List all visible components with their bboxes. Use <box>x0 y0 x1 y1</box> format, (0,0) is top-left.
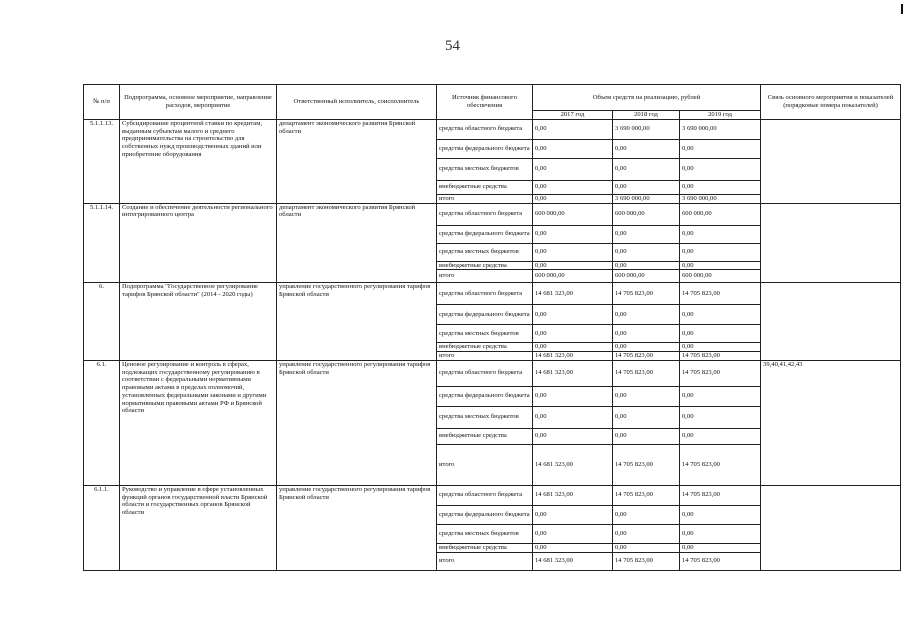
header-year-2018: 2018 год <box>613 111 680 120</box>
funding-source: средства федерального бюджета <box>437 225 533 243</box>
funding-source: средства федерального бюджета <box>437 386 533 406</box>
header-volume: Объем средств на реализацию, рублей <box>533 85 761 111</box>
amount-2017: 0,00 <box>533 524 613 543</box>
amount-2019: 0,00 <box>680 243 761 261</box>
amount-2019: 600 000,00 <box>680 270 761 283</box>
header-link: Связь основного мероприятия и показателей (порядковые номера показателей) <box>761 85 901 120</box>
amount-2019: 3 690 000,00 <box>680 119 761 139</box>
page-number: 54 <box>445 38 460 54</box>
funding-source: средства федерального бюджета <box>437 505 533 524</box>
amount-2019: 0,00 <box>680 139 761 158</box>
amount-2017: 14 681 323,00 <box>533 552 613 570</box>
amount-2017: 0,00 <box>533 261 613 270</box>
amount-2018: 600 000,00 <box>613 203 680 225</box>
funding-source: внебюджетные средства <box>437 543 533 552</box>
amount-2019: 0,00 <box>680 428 761 444</box>
amount-2017: 0,00 <box>533 243 613 261</box>
amount-2018: 0,00 <box>613 139 680 158</box>
indicator-link <box>761 119 901 203</box>
funding-source: средства областного бюджета <box>437 119 533 139</box>
amount-2018: 0,00 <box>613 180 680 194</box>
executor-name: управление государственного регулирования тарифов Брянской области <box>277 485 437 570</box>
amount-2017: 0,00 <box>533 305 613 325</box>
amount-2019: 14 705 823,00 <box>680 552 761 570</box>
amount-2019: 3 690 000,00 <box>680 194 761 203</box>
amount-2019: 0,00 <box>680 543 761 552</box>
amount-2018: 14 705 823,00 <box>613 444 680 485</box>
amount-2017: 14 681 323,00 <box>533 352 613 361</box>
table-row <box>84 485 901 505</box>
funding-source: средства федерального бюджета <box>437 305 533 325</box>
funding-source: средства областного бюджета <box>437 203 533 225</box>
program-table <box>83 84 901 571</box>
amount-2017: 0,00 <box>533 406 613 428</box>
amount-2017: 0,00 <box>533 194 613 203</box>
program-name: Субсидирование процентной ставки по кредитам, выданным субъектам малого и среднего предпринимательства на строительство для собственных нужд производственных зданий или приобретение оборудования <box>120 119 277 203</box>
amount-2019: 0,00 <box>680 225 761 243</box>
program-name: Подпрограмма "Государственное регулирование тарифов Брянской области" (2014 - 2020 годы) <box>120 283 277 361</box>
amount-2018: 0,00 <box>613 158 680 180</box>
amount-2018: 14 705 823,00 <box>613 552 680 570</box>
amount-2017: 0,00 <box>533 428 613 444</box>
amount-2017: 0,00 <box>533 505 613 524</box>
amount-2019: 0,00 <box>680 158 761 180</box>
table-row <box>84 283 901 305</box>
amount-2018: 0,00 <box>613 428 680 444</box>
funding-source: средства местных бюджетов <box>437 243 533 261</box>
header-year-2019: 2019 год <box>680 111 761 120</box>
amount-2019: 14 705 823,00 <box>680 444 761 485</box>
funding-source: итого <box>437 444 533 485</box>
amount-2017: 0,00 <box>533 119 613 139</box>
table-row <box>84 203 901 225</box>
program-name: Создание и обеспечение деятельности регионального интегрированного центра <box>120 203 277 283</box>
amount-2017: 0,00 <box>533 325 613 343</box>
amount-2018: 0,00 <box>613 524 680 543</box>
indicator-link <box>761 283 901 361</box>
header-source: Источник финансового обеспечения <box>437 85 533 120</box>
funding-source: средства местных бюджетов <box>437 524 533 543</box>
row-number: 6. <box>84 283 120 361</box>
funding-source: средства местных бюджетов <box>437 158 533 180</box>
amount-2018: 14 705 823,00 <box>613 283 680 305</box>
executor-name: департамент экономического развития Брянской области <box>277 203 437 283</box>
amount-2019: 0,00 <box>680 386 761 406</box>
amount-2017: 0,00 <box>533 158 613 180</box>
amount-2019: 14 705 823,00 <box>680 283 761 305</box>
amount-2018: 0,00 <box>613 386 680 406</box>
amount-2017: 14 681 323,00 <box>533 485 613 505</box>
amount-2017: 0,00 <box>533 139 613 158</box>
amount-2019: 0,00 <box>680 524 761 543</box>
header-num: № п/п <box>84 85 120 120</box>
funding-source: средства местных бюджетов <box>437 406 533 428</box>
row-number: 6.1. <box>84 360 120 485</box>
executor-name: управление государственного регулирования тарифов Брянской области <box>277 360 437 485</box>
row-number: 5.1.1.14. <box>84 203 120 283</box>
corner-mark <box>901 4 903 14</box>
amount-2018: 0,00 <box>613 261 680 270</box>
amount-2019: 14 705 823,00 <box>680 360 761 386</box>
funding-source: средства федерального бюджета <box>437 139 533 158</box>
amount-2017: 14 681 323,00 <box>533 360 613 386</box>
funding-source: внебюджетные средства <box>437 261 533 270</box>
amount-2018: 14 705 823,00 <box>613 352 680 361</box>
row-number: 5.1.1.13. <box>84 119 120 203</box>
table-body <box>84 119 901 570</box>
funding-source: средства областного бюджета <box>437 283 533 305</box>
header-program: Подпрограмма, основное мероприятие, направление расходов, мероприятие <box>120 85 277 120</box>
amount-2019: 0,00 <box>680 343 761 352</box>
executor-name: департамент экономического развития Брянской области <box>277 119 437 203</box>
indicator-link <box>761 485 901 570</box>
indicator-link: 39,40,41,42,43 <box>761 360 901 485</box>
amount-2017: 14 681 323,00 <box>533 283 613 305</box>
header-executor: Ответственный исполнитель, соисполнитель <box>277 85 437 120</box>
amount-2017: 0,00 <box>533 225 613 243</box>
amount-2017: 14 681 323,00 <box>533 444 613 485</box>
row-number: 6.1.1. <box>84 485 120 570</box>
amount-2019: 0,00 <box>680 180 761 194</box>
funding-source: внебюджетные средства <box>437 428 533 444</box>
funding-source: внебюджетные средства <box>437 180 533 194</box>
amount-2017: 0,00 <box>533 543 613 552</box>
amount-2018: 0,00 <box>613 225 680 243</box>
amount-2018: 0,00 <box>613 543 680 552</box>
amount-2018: 3 690 000,00 <box>613 119 680 139</box>
amount-2019: 0,00 <box>680 406 761 428</box>
funding-source: итого <box>437 552 533 570</box>
amount-2018: 0,00 <box>613 343 680 352</box>
funding-source: итого <box>437 352 533 361</box>
amount-2017: 0,00 <box>533 180 613 194</box>
amount-2017: 600 000,00 <box>533 270 613 283</box>
program-name: Руководство и управление в сфере установленных функций органов государственной власти Брянской области и государственных органов Брянской области <box>120 485 277 570</box>
program-name: Ценовое регулирование и контроль в сферах, подлежащих государственному регулированию в соответствии с федеральными нормативными правовыми актами в пределах полномочий, установленных федеральными законами и другими нормативными правовыми актами РФ и Брянской области <box>120 360 277 485</box>
amount-2019: 0,00 <box>680 505 761 524</box>
amount-2018: 0,00 <box>613 325 680 343</box>
amount-2019: 0,00 <box>680 325 761 343</box>
amount-2018: 3 690 000,00 <box>613 194 680 203</box>
header-year-2017: 2017 год <box>533 111 613 120</box>
funding-source: средства местных бюджетов <box>437 325 533 343</box>
amount-2018: 600 000,00 <box>613 270 680 283</box>
funding-source: средства областного бюджета <box>437 360 533 386</box>
amount-2018: 0,00 <box>613 243 680 261</box>
amount-2017: 600 000,00 <box>533 203 613 225</box>
executor-name: управление государственного регулирования тарифов Брянской области <box>277 283 437 361</box>
amount-2018: 14 705 823,00 <box>613 485 680 505</box>
amount-2019: 0,00 <box>680 305 761 325</box>
amount-2019: 600 000,00 <box>680 203 761 225</box>
amount-2017: 0,00 <box>533 343 613 352</box>
amount-2019: 14 705 823,00 <box>680 485 761 505</box>
funding-source: итого <box>437 194 533 203</box>
amount-2018: 0,00 <box>613 406 680 428</box>
amount-2018: 0,00 <box>613 505 680 524</box>
indicator-link <box>761 203 901 283</box>
amount-2017: 0,00 <box>533 386 613 406</box>
amount-2018: 14 705 823,00 <box>613 360 680 386</box>
funding-source: внебюджетные средства <box>437 343 533 352</box>
funding-source: средства областного бюджета <box>437 485 533 505</box>
table-row <box>84 360 901 386</box>
amount-2019: 0,00 <box>680 261 761 270</box>
table-row <box>84 119 901 139</box>
amount-2018: 0,00 <box>613 305 680 325</box>
amount-2019: 14 705 823,00 <box>680 352 761 361</box>
funding-source: итого <box>437 270 533 283</box>
